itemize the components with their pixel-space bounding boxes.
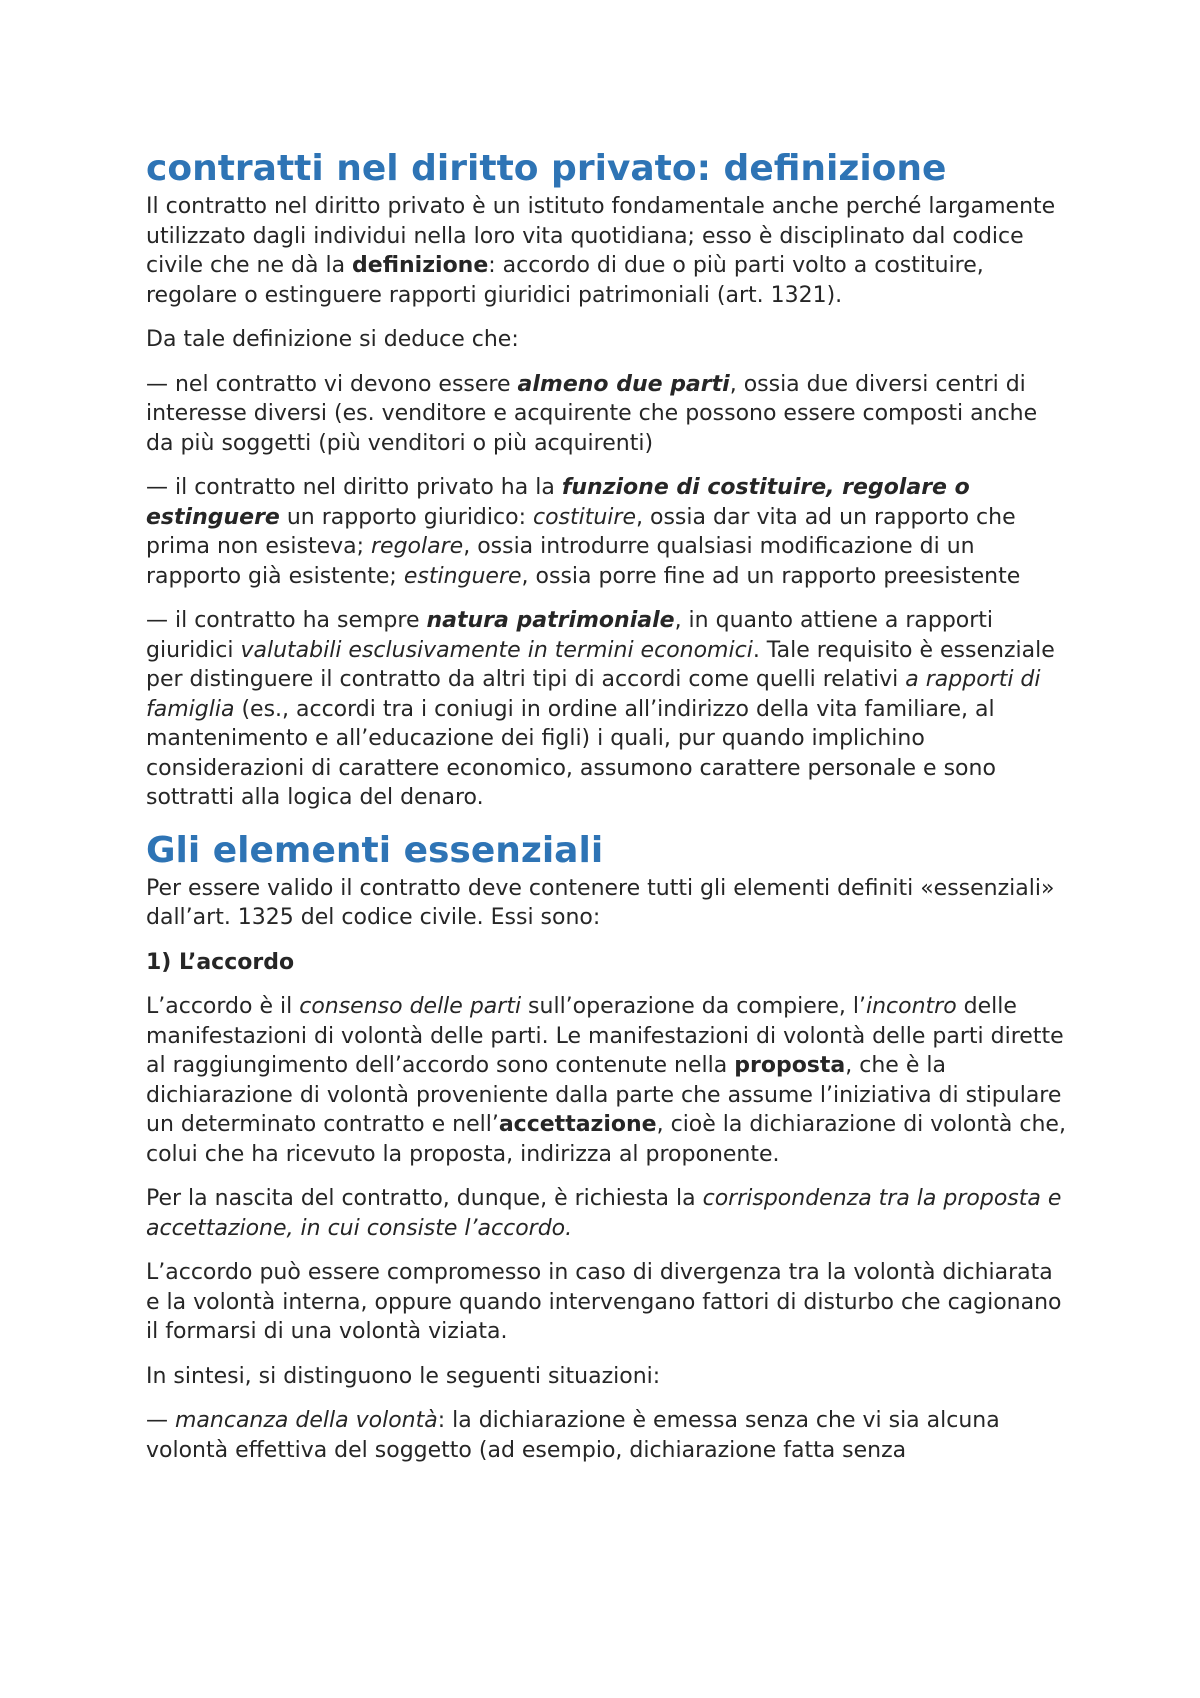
list-item-almeno-due-parti [146,370,1066,459]
text-run: , ossia due diversi centri di interesse diversi (es. venditore e acquirente che possono essere composti anche da più soggetti (più venditori o più acquirenti) [146,371,1038,456]
text-run: , cioè la dichiarazione di volontà che, colui che ha ricevuto la proposta, indirizza al proponente. [146,1112,1066,1167]
text-run: , in quanto attiene a rapporti giuridici [146,608,994,663]
text-run: : la dichiarazione è emessa senza che vi sia alcuna volontà effettiva del soggetto (ad esempio, dichiarazione fatta senza [146,1408,1000,1463]
list-item-funzione [146,473,1066,591]
italic-term: incontro [865,994,957,1019]
paragraph-deduction: Da tale definizione si deduce che: [146,327,519,352]
text-run: — il contratto ha sempre [146,608,427,633]
text-run: : accordo di due o più parti volto a costituire, regolare o estinguere rapporti giuridici patrimoniali (art. 1321). [146,253,984,308]
text-run: , ossia introdurre qualsiasi modificazione di un rapporto già esistente; [146,534,975,589]
bold-term-proposta: proposta [734,1053,846,1078]
paragraph-sintesi: In sintesi, si distinguono le seguenti situazioni: [146,1363,661,1389]
bold-term-definizione: definizione [352,253,489,278]
text-run: — [146,1408,175,1433]
text-run: , ossia dar vita ad un rapporto che prima non esisteva; [146,504,1016,559]
bold-italic-term: natura patrimoniale [426,608,675,633]
text-run: . Tale requisito è essenziale per distinguere il contratto da altri tipi di accordi come quelli relativi [146,637,1055,692]
italic-term: costituire [532,504,637,530]
paragraph-intro [146,192,1066,310]
bold-term-accettazione: accettazione [498,1112,657,1137]
italic-term: estinguere [403,563,522,589]
text-run: delle manifestazioni di volontà delle parti. Le manifestazioni di volontà delle parti dirette al raggiungimento dell’accordo sono contenute nella [146,994,1064,1078]
text-run: un rapporto giuridico: [279,504,533,530]
italic-term: corrispondenza tra la proposta e accettazione, in cui consiste l’accordo. [146,1186,1062,1241]
text-run: , che è la dichiarazione di volontà proveniente dalla parte che assume l’iniziativa di stipulare un determinato contratto e nell’ [146,1053,1062,1137]
text-run: , ossia porre fine ad un rapporto preesistente [521,563,1021,589]
bold-italic-term: almeno due parti [517,371,730,397]
paragraph-nascita-contratto [146,1184,1066,1243]
section-title-elementi-essenziali: Gli elementi essenziali [146,829,604,871]
text-run: Il contratto nel diritto privato è un istituto fondamentale anche perché largamente utilizzato dagli individui nella loro vita quotidiana; esso è disciplinato dal codice civile che ne dà la [146,194,1056,278]
paragraph-elementi-intro: Per essere valido il contratto deve contenere tutti gli elementi definiti «essenziali» dall’art. 1325 del codice civile. Essi sono: [146,875,1055,930]
subheading-accordo: 1) L’accordo [146,949,295,975]
bold-italic-term: funzione di costituire, regolare o estinguere [146,475,970,530]
list-item-natura-patrimoniale [146,606,1066,813]
italic-term: consenso delle parti [299,994,522,1019]
section-title-definizione: contratti nel diritto privato: definizione [146,148,947,189]
italic-term: a rapporti di famiglia [146,667,1041,722]
italic-term: mancanza della volontà [175,1408,438,1433]
list-item-mancanza-volonta [146,1406,1066,1465]
text-run: Per la nascita del contratto, dunque, è richiesta la [146,1186,703,1211]
text-run: — nel contratto vi devono essere [146,371,518,397]
italic-term: valutabili esclusivamente in termini economici [240,637,753,663]
text-run: L’accordo è il [146,994,300,1019]
text-run: sull’operazione da compiere, l’ [521,994,866,1019]
italic-term: regolare [371,534,464,559]
text-run: — il contratto nel diritto privato ha la [146,475,562,500]
text-run: (es., accordi tra i coniugi in ordine all’indirizzo della vita familiare, al mantenimento e all’educazione dei figli) i quali, pur quando implichino considerazioni di carattere economico, assumono carattere personale e sono sottratti alla logica del denaro. [146,696,996,810]
paragraph-accordo-compromesso: L’accordo può essere compromesso in caso di divergenza tra la volontà dichiarata e la volontà interna, oppure quando intervengano fattori di disturbo che cagionano il formarsi di una volontà viziata. [146,1260,1062,1344]
paragraph-accordo [146,992,1066,1169]
document-page [146,146,1066,1480]
